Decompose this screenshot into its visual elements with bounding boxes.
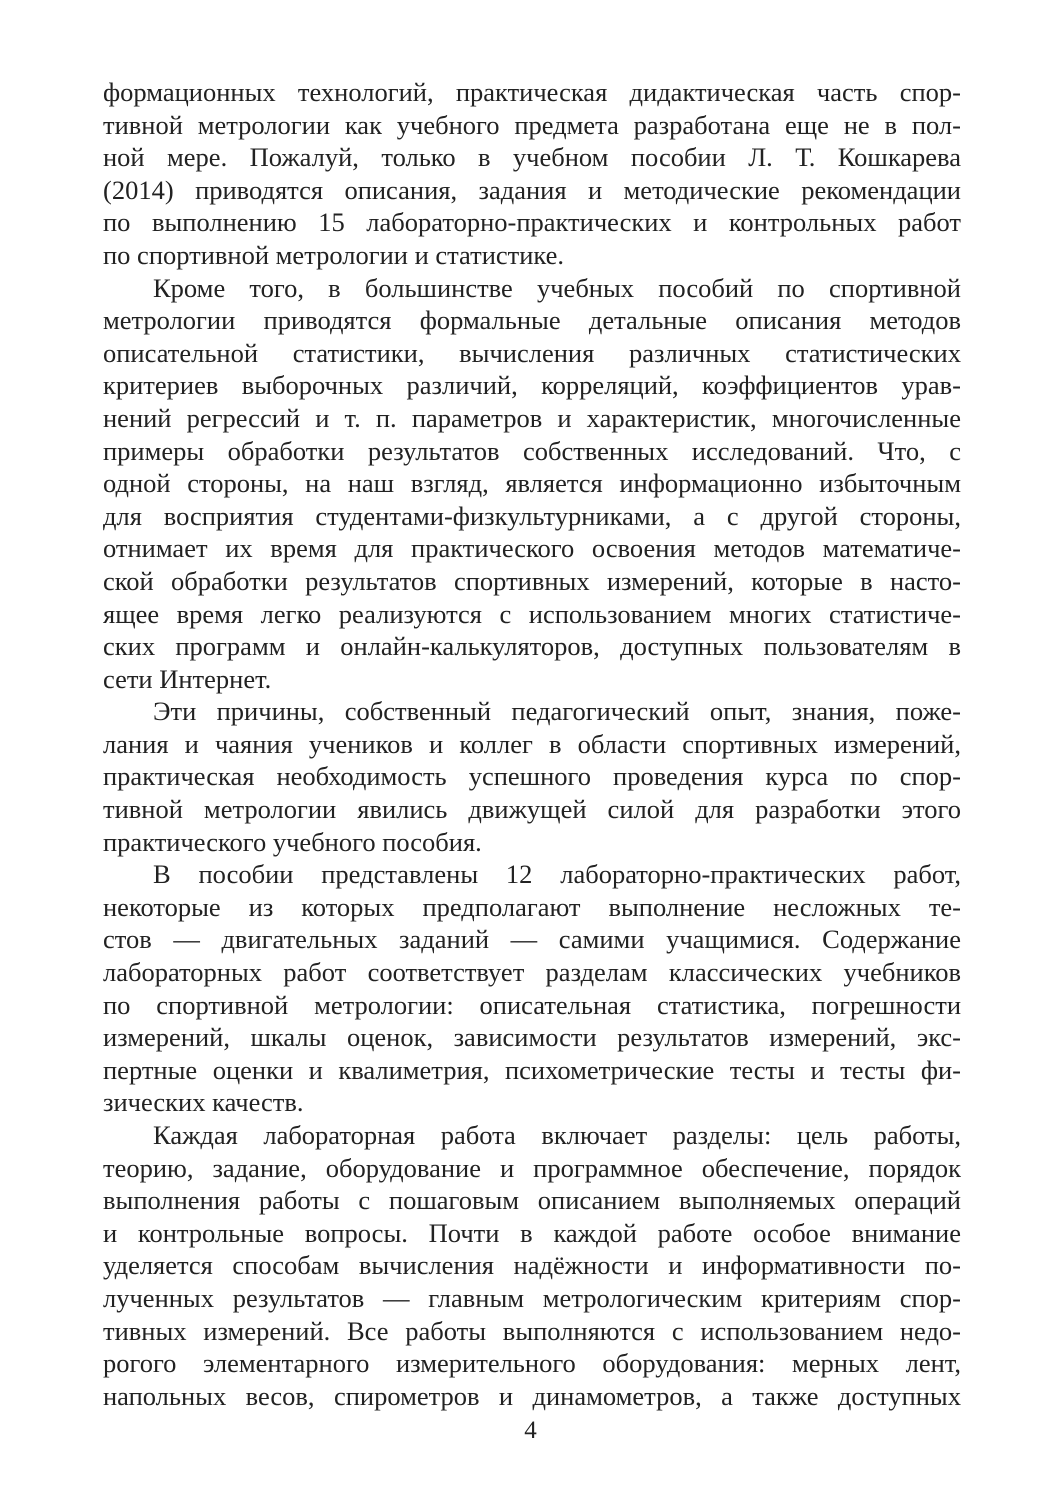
text-line: тивных измерений. Все работы выполняются с использованием недо- [103,1315,961,1346]
text-line: некоторые из которых предполагают выполнение несложных те- [103,891,961,922]
text-line: ной мере. Пожалуй, только в учебном пособии Л. Т. Кошкарева [103,142,961,173]
text-line: по спортивной метрологии: описательная статистика, погрешности [103,989,961,1020]
paragraph [103,272,961,696]
text-line: нений регрессий и т. п. параметров и характеристик, многочисленные [103,402,961,433]
text-line: по выполнению 15 лабораторно-практических и контрольных работ [103,207,961,238]
text-line: сети Интернет. [103,663,272,694]
text-line: практическая необходимость успешного проведения курса по спор- [103,761,961,792]
text-line: стов — двигательных заданий — самими учащимися. Содержание [103,924,961,955]
text-line: измерений, шкалы оценок, зависимости результатов измерений, экс- [103,1022,961,1053]
text-line: ских программ и онлайн-калькуляторов, доступных пользователям в [103,631,961,662]
text-line: лученных результатов — главным метрологическим критериям спор- [103,1282,961,1313]
text-line: Каждая лабораторная работа включает разделы: цель работы, [153,1120,961,1150]
text-line: для восприятия студентами-физкультурниками, а с другой стороны, [103,500,961,531]
text-line: одной стороны, на наш взгляд, является информационно избыточным [103,468,961,499]
text-line: лабораторных работ соответствует разделам классических учебников [103,957,961,988]
text-body [103,76,961,1412]
text-line: (2014) приводятся описания, задания и методические рекомендации [103,174,961,205]
text-line: метрологии приводятся формальные детальные описания методов [103,305,961,336]
text-line: и контрольные вопросы. Почти в каждой работе особое внимание [103,1217,961,1248]
text-line: отнимает их время для практического освоения методов математиче- [103,533,961,564]
text-line: напольных весов, спирометров и динамометров, а также доступных [103,1380,961,1411]
text-line: тивной метрологии явились движущей силой для разработки этого [103,794,961,825]
text-line: критериев выборочных различий, корреляций, коэффициентов урав- [103,370,961,401]
text-line: формационных технологий, практическая дидактическая часть спор- [103,77,961,107]
text-line: по спортивной метрологии и статистике. [103,239,565,270]
paragraph [103,858,961,1119]
text-line: Кроме того, в большинстве учебных пособий по спортивной [153,272,961,303]
text-line: выполнения работы с пошаговым описанием выполняемых операций [103,1185,961,1216]
text-line: описательной статистики, вычисления различных статистических [103,337,961,368]
text-line: В пособии представлены 12 лабораторно-практических работ, [153,859,961,890]
text-line: практического учебного пособия. [103,826,482,857]
text-line: уделяется способам вычисления надёжности и информативности по- [103,1250,961,1281]
text-line: пертные оценки и квалиметрия, психометрические тесты и тесты фи- [103,1054,961,1085]
page-number: 4 [524,1417,537,1444]
text-line: тивной метрологии как учебного предмета разработана еще не в пол- [103,109,961,140]
text-line: ящее время легко реализуются с использованием многих статистиче- [103,598,961,629]
paragraph [103,76,961,272]
text-line: рогого элементарного измерительного оборудования: мерных лент, [103,1348,961,1379]
text-line: примеры обработки результатов собственных исследований. Что, с [103,435,961,466]
paragraph [103,695,961,858]
text-line: лания и чаяния учеников и коллег в области спортивных измерений, [103,728,961,759]
text-line: ской обработки результатов спортивных измерений, которые в насто- [103,565,961,596]
text-line: зических качеств. [103,1087,304,1118]
text-line: Эти причины, собственный педагогический опыт, знания, поже- [153,696,961,727]
paragraph [103,1119,961,1412]
text-line: теорию, задание, оборудование и программное обеспечение, порядок [103,1152,961,1183]
